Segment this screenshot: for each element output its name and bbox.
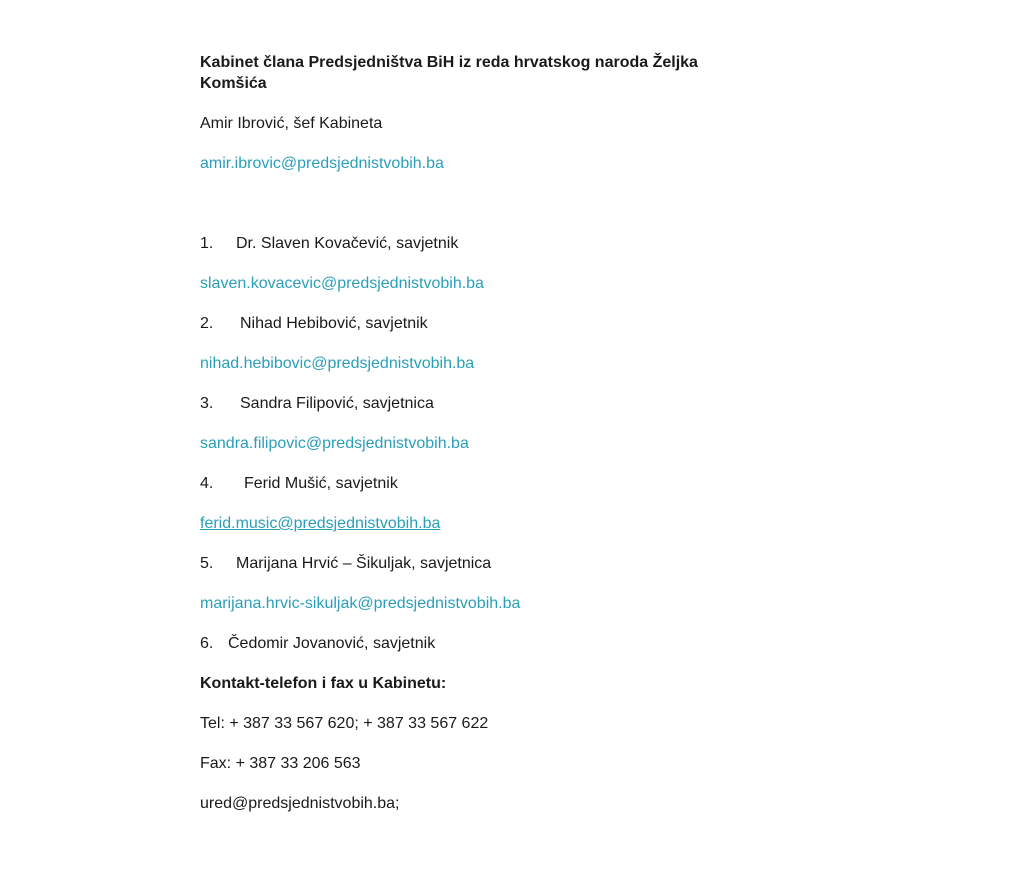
advisor-number: 1.: [200, 235, 214, 252]
advisor-3-email-line: [200, 432, 760, 472]
office-email: ured@predsjednistvobih.ba;: [200, 795, 400, 812]
advisor-1: [200, 232, 760, 272]
advisor-3: [200, 392, 760, 432]
advisor-6: [200, 632, 760, 672]
chief-email-line: [200, 152, 760, 192]
advisor-name: Sandra Filipović, savjetnica: [240, 395, 434, 412]
advisor-2-email-link[interactable]: nihad.hebibovic@predsjednistvobih.ba: [200, 355, 475, 372]
advisor-number: 3.: [200, 395, 214, 412]
advisor-1-email-link[interactable]: slaven.kovacevic@predsjednistvobih.ba: [200, 275, 484, 292]
spacer: [200, 192, 760, 232]
advisor-5-email-link[interactable]: marijana.hrvic-sikuljak@predsjednistvobih.ba: [200, 595, 521, 612]
advisor-2: [200, 312, 760, 352]
title-block: [200, 52, 760, 112]
advisor-4-email-line: [200, 512, 760, 552]
advisor-name: Čedomir Jovanović, savjetnik: [228, 635, 436, 652]
advisor-4: [200, 472, 760, 512]
advisor-number: 5.: [200, 555, 214, 572]
advisor-number: 2.: [200, 315, 214, 332]
chief-of-cabinet: Amir Ibrović, šef Kabineta: [200, 115, 383, 132]
advisor-4-email-link[interactable]: ferid.music@predsjednistvobih.ba: [200, 515, 441, 532]
advisor-2-email-line: [200, 352, 760, 392]
advisor-1-email-line: [200, 272, 760, 312]
chief-email-link[interactable]: amir.ibrovic@predsjednistvobih.ba: [200, 155, 444, 172]
advisor-number: 6.: [200, 635, 214, 652]
advisor-name: Dr. Slaven Kovačević, savjetnik: [236, 235, 459, 252]
advisor-name: Ferid Mušić, savjetnik: [244, 475, 398, 492]
document-title: Kabinet člana Predsjedništva BiH iz reda hrvatskog naroda Željka Komšića: [200, 54, 698, 92]
contact-heading: Kontakt-telefon i fax u Kabinetu:: [200, 675, 447, 692]
advisor-name: Marijana Hrvić – Šikuljak, savjetnica: [236, 555, 492, 572]
advisor-3-email-link[interactable]: sandra.filipovic@predsjednistvobih.ba: [200, 435, 469, 452]
document-content: [200, 52, 760, 832]
advisor-5: [200, 552, 760, 592]
advisor-name: Nihad Hebibović, savjetnik: [240, 315, 428, 332]
advisor-5-email-line: [200, 592, 760, 632]
contact-fax: Fax: + 387 33 206 563: [200, 755, 361, 772]
advisor-number: 4.: [200, 475, 214, 492]
contact-tel: Tel: + 387 33 567 620; + 387 33 567 622: [200, 715, 489, 732]
